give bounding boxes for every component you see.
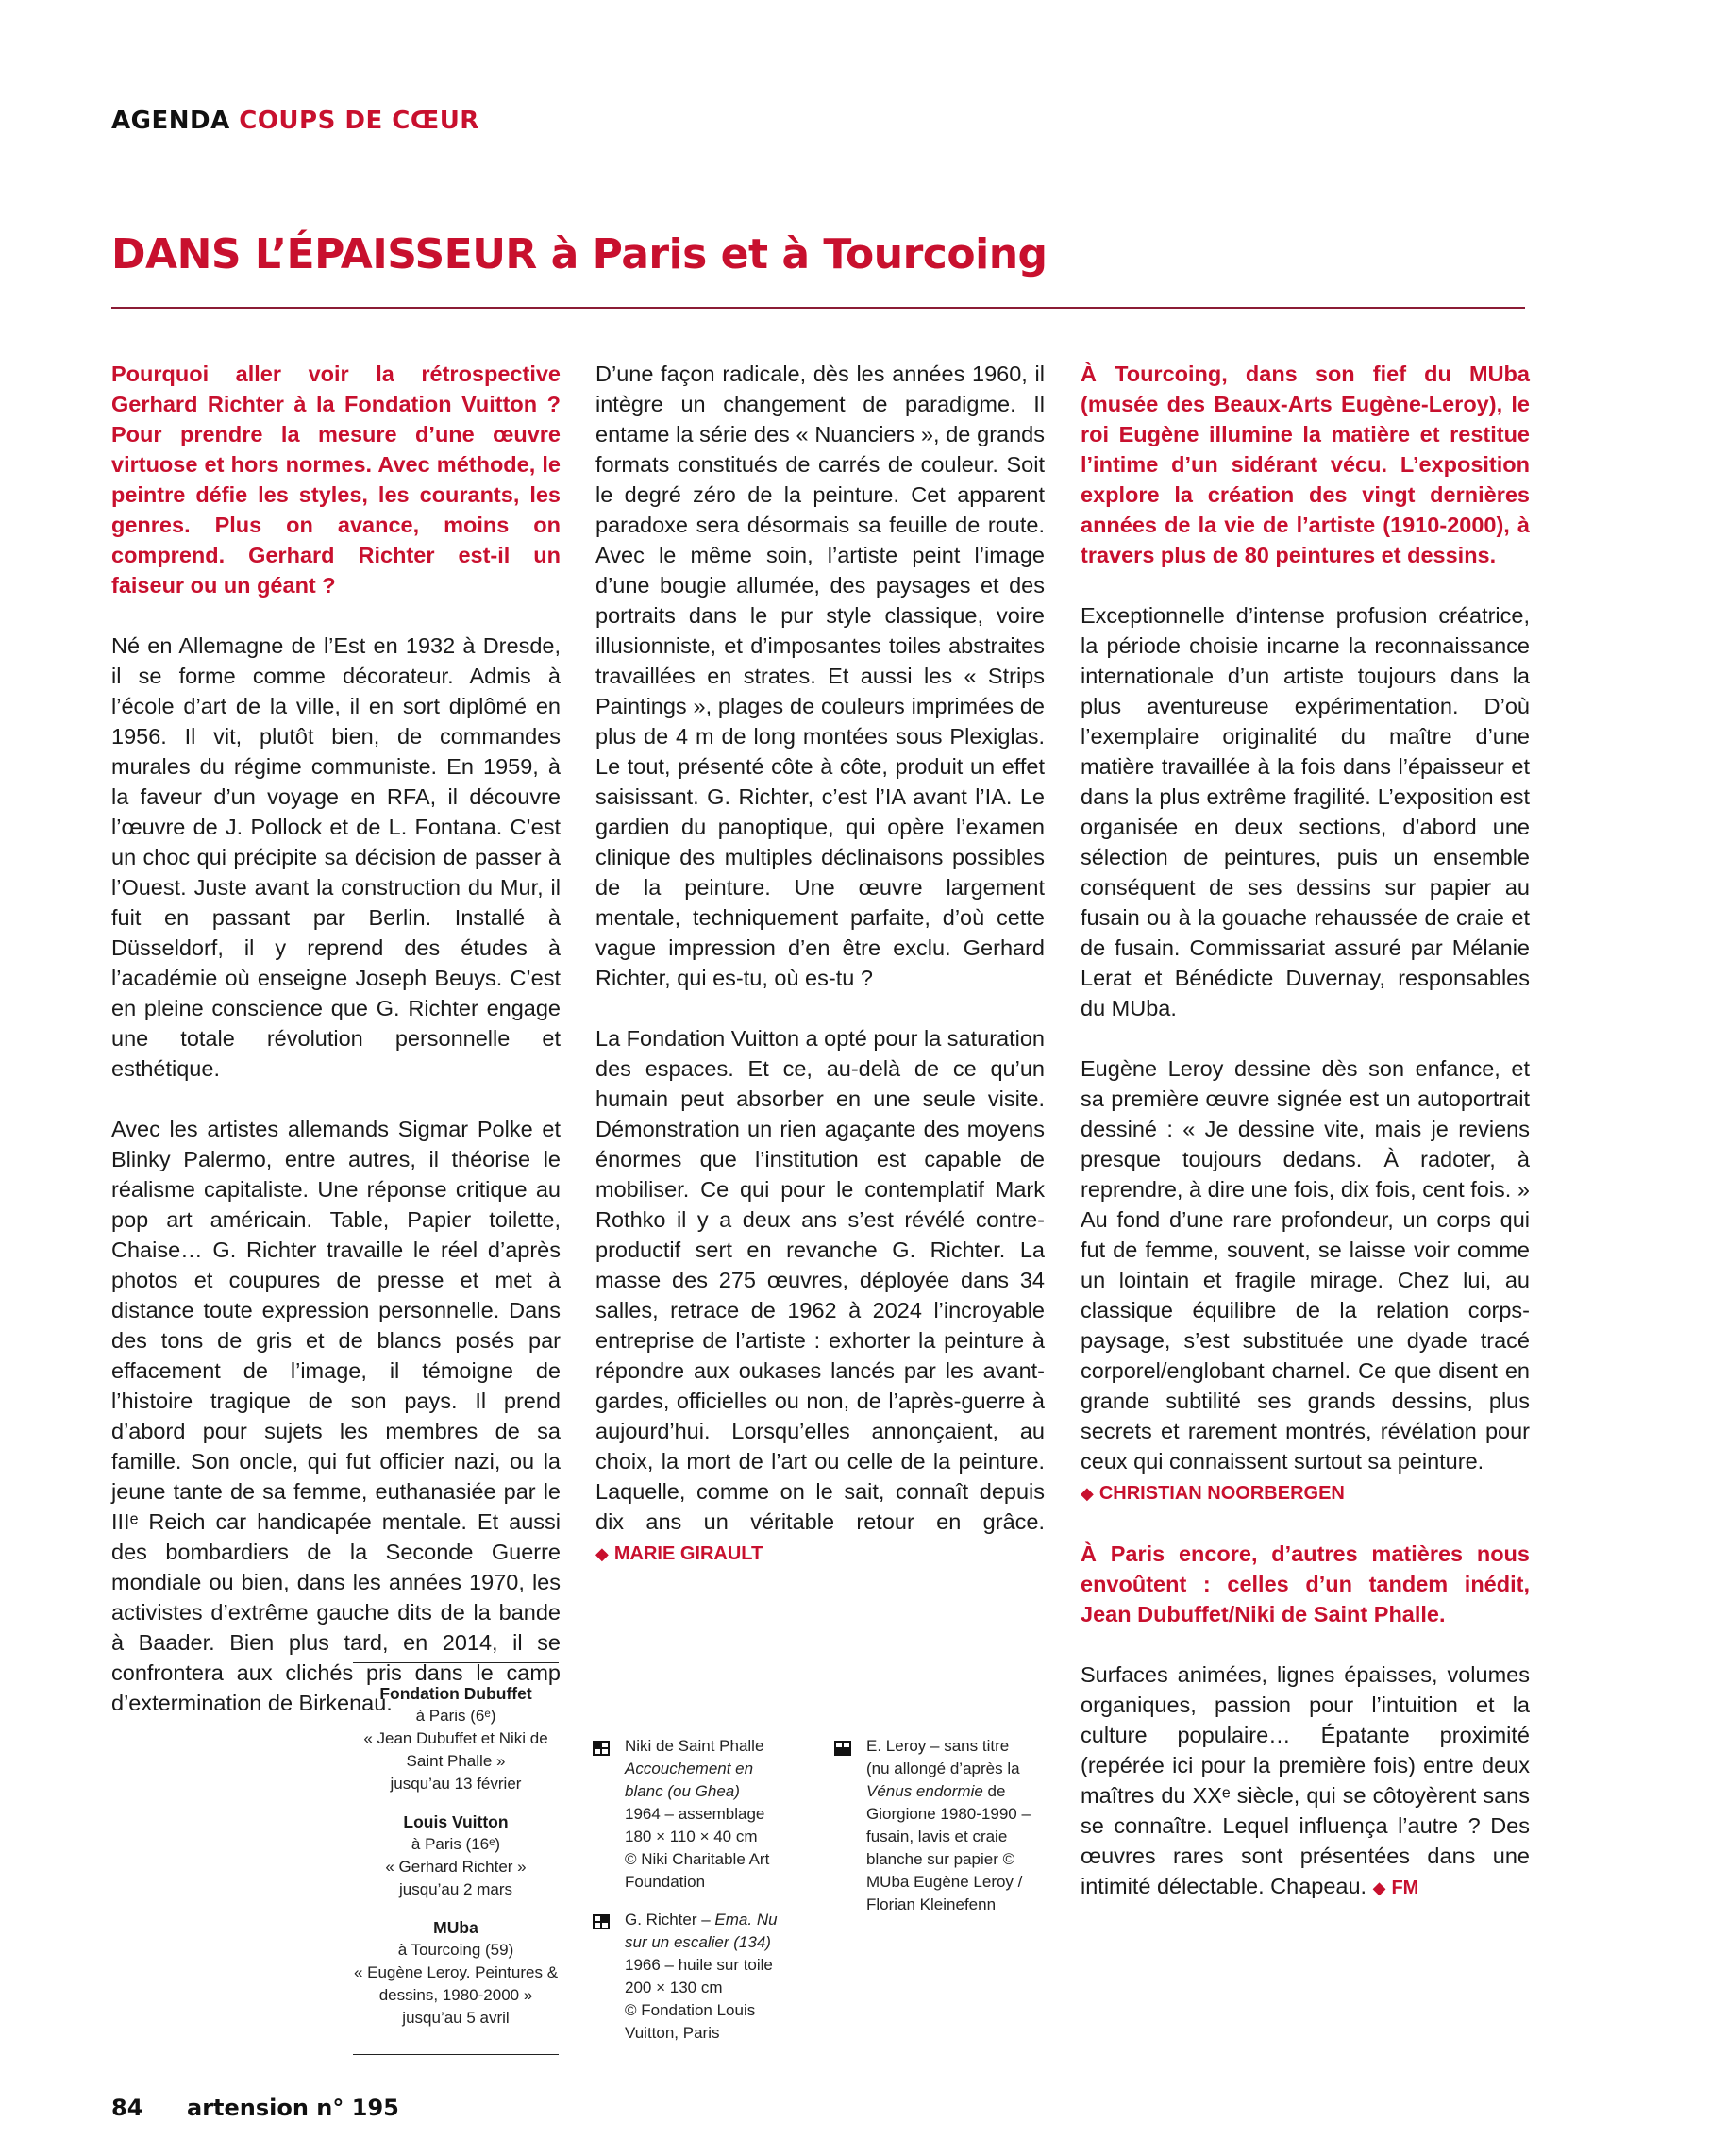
caption-title: Vénus endormie <box>866 1782 983 1800</box>
venue-show: « Eugène Leroy. Peintures & dessins, 1980-2000 » <box>353 1963 559 2004</box>
venue-city: à Tourcoing (59) <box>397 1941 514 1959</box>
section-kicker <box>111 107 479 135</box>
article-column-3 <box>1081 359 1530 1933</box>
article-column-1 <box>111 359 561 1748</box>
section-label: AGENDA <box>111 107 230 135</box>
venue-show: « Gerhard Richter » <box>385 1858 527 1876</box>
caption-details: de Giorgione 1980-1990 – fusain, lavis et craie blanche sur papier <box>866 1782 1031 1868</box>
caption-credit: © Fondation Louis Vuitton, Paris <box>625 2001 756 2042</box>
caption-artist: Niki de Saint Phalle <box>625 1737 764 1755</box>
caption-dimensions: 200 × 130 cm <box>625 1979 723 1996</box>
magazine-issue: artension n° 195 <box>187 2095 399 2121</box>
body-paragraph: Avec les artistes allemands Sigmar Polke et Blinky Palermo, entre autres, il théorise le réalisme capitaliste. Une réponse critique au pop art américain. Table, Papier toilette, Chaise… G. Richter travaille le réel d’après photos et coupures de presse et met à distance toute expression personnelle. Dans des tons de gris et de blancs posés par effacement de l’image, il témoigne de l’histoire tragique de son pays. Il prend d’abord pour sujets les membres de sa famille. Son oncle, qui fut officier nazi, ou la jeune tante de sa femme, euthanasiée par le IIIᵉ Reich car handicapée mentale. Et aussi des bombardiers de la Seconde Guerre mondiale ou bien, dans les années 1970, les activistes d’extrême gauche dits de la bande à Baader. Bien plus tard, en 2014, il se confrontera aux clichés pris dans le camp d’extermination de Birkenau. <box>111 1117 561 1715</box>
venue-dates: jusqu’au 5 avril <box>402 2009 510 2027</box>
caption-details: 1966 – huile sur toile <box>625 1956 773 1974</box>
author-signature <box>595 1543 763 1564</box>
caption-credit: © MUba Eugène Leroy / Florian Kleinefenn <box>866 1850 1023 1913</box>
venue-item <box>353 1811 559 1901</box>
body-paragraph: Né en Allemagne de l’Est en 1932 à Dresde, il se forme comme décorateur. Admis à l’école d’art de la ville, il en sort diplômé en 1956. Il vit, plutôt bien, de commandes murales du régime communiste. En 1959, à la faveur d’un voyage en RFA, il découvre l’œuvre de J. Pollock et de L. Fontana. C’est un choc qui précipite sa décision de passer à l’Ouest. Juste avant la construction du Mur, il fuit en passant par Berlin. Installé à Düsseldorf, il y reprend des études à l’académie où enseigne Joseph Beuys. C’est en pleine conscience que G. Richter engage une totale révolution personnelle et esthétique. <box>111 633 561 1081</box>
venue-item <box>353 1916 559 2030</box>
position-top-left-icon <box>593 1741 610 1756</box>
article-column-2 <box>595 359 1045 1599</box>
author-name: MARIE GIRAULT <box>613 1543 763 1564</box>
title-rule-divider <box>111 307 1525 309</box>
author-name: FM <box>1391 1878 1419 1898</box>
lead-paragraph: À Tourcoing, dans son fief du MUba (musée des Beaux-Arts Eugène-Leroy), le roi Eugène illumine la matière et restitue l’intime d’un sidérant vécu. L’exposition explore la création des vingt dernières années de la vie de l’artiste (1910-2000), à travers plus de 80 peintures et dessins. <box>1081 362 1530 567</box>
caption-title: Accouchement en blanc (ou Ghea) <box>625 1760 754 1800</box>
author-signature <box>1081 1476 1530 1508</box>
image-caption <box>625 1735 795 1894</box>
caption-details: 1964 – assemblage <box>625 1805 765 1823</box>
venue-show: « Jean Dubuffet et Niki de Saint Phalle » <box>363 1729 548 1770</box>
venue-name: MUba <box>433 1918 478 1937</box>
caption-credit: © Niki Charitable Art Foundation <box>625 1850 770 1891</box>
diamond-icon: ◆ <box>595 1544 609 1563</box>
caption-artist: G. Richter – <box>625 1911 715 1929</box>
lead-paragraph: À Paris encore, d’autres matières nous envoûtent : celles d’un tandem inédit, Jean Dubuffet/Niki de Saint Phalle. <box>1081 1541 1530 1626</box>
venue-info-box <box>353 1662 559 2055</box>
venue-city: à Paris (6ᵉ) <box>415 1707 496 1725</box>
body-paragraph <box>1081 1659 1530 1903</box>
body-paragraph: Eugène Leroy dessine dès son enfance, et sa première œuvre signée est un autoportrait dessiné : « Je dessine vite, mais je reviens presque toujours dedans. À radoter, à reprendre, à dire une fois, dix fois, cent fois. » Au fond d’une rare profondeur, un corps qui fut de femme, souvent, se laisse voir comme un lointain et fragile mirage. Chez lui, au classique équilibre de la relation corps-paysage, s’est substituée une dyade tracé corporel/englobant charnel. Ce que disent en grande subtilité ses grands dessins, plus secrets et rarement montrés, révélation pour ceux qui connaissent surtout sa peinture. <box>1081 1056 1530 1474</box>
caption-dimensions: 180 × 110 × 40 cm <box>625 1828 758 1845</box>
venue-dates: jusqu’au 13 février <box>390 1775 522 1793</box>
page-number: 84 <box>111 2095 143 2121</box>
position-top-right-icon <box>593 1914 610 1929</box>
body-text: La Fondation Vuitton a opté pour la saturation des espaces. Et ce, au-delà de ce qu’un humain peut absorber en une seule visite. Démonstration un rien agaçante des moyens énormes que l’institution est capable de mobiliser. Ce qui pour le contemplatif Mark Rothko il y a deux ans s’est révélé contre-productif sert en revanche G. Richter. La masse des 275 œuvres, déployée dans 34 salles, retrace de 1962 à 2024 l’incroyable entreprise de l’artiste : exhorter la peinture à répondre aux oukases lancés par les avant-gardes, officielles ou non, de l’après-guerre à aujourd’hui. Lorsqu’elles annonçaient, au choix, la mort de l’art ou celle de la peinture. Laquelle, comme on le sait, connaît depuis dix ans un véritable retour en grâce. <box>595 1026 1045 1534</box>
diamond-icon: ◆ <box>1372 1878 1386 1897</box>
venue-city: à Paris (16ᵉ) <box>411 1835 501 1853</box>
caption-title: Ema. Nu sur un escalier (134) <box>625 1911 778 1951</box>
venue-dates: jusqu’au 2 mars <box>398 1880 512 1898</box>
venue-name: Fondation Dubuffet <box>379 1684 532 1703</box>
article-title: DANS L’ÉPAISSEUR à Paris et à Tourcoing <box>111 230 1048 278</box>
venue-item <box>353 1682 559 1795</box>
position-bottom-icon <box>834 1741 851 1756</box>
venue-name: Louis Vuitton <box>403 1812 509 1831</box>
subsection-label: COUPS DE CŒUR <box>239 107 479 135</box>
caption-artist: E. Leroy – sans titre (nu allongé d’après la <box>866 1737 1020 1777</box>
author-name: CHRISTIAN NOORBERGEN <box>1098 1483 1345 1504</box>
diamond-icon: ◆ <box>1081 1484 1094 1503</box>
body-paragraph: D’une façon radicale, dès les années 1960, il intègre un changement de paradigme. Il entame la série des « Nuanciers », de grands formats constitués de carrés de couleur. Soit le degré zéro de la peinture. Cet apparent paradoxe sera désormais sa feuille de route. Avec le même soin, l’artiste peint l’image d’une bougie allumée, des paysages et des portraits dans le pur style classique, voire illusionniste, et d’imposantes toiles abstraites travaillées en strates. Et aussi les « Strips Paintings », plages de couleurs imprimées de plus de 4 m de long montées sous Plexiglas. Le tout, présenté côte à côte, produit un effet saisissant. G. Richter, c’est l’IA avant l’IA. Le gardien du panoptique, qui opère l’examen clinique des multiples déclinaisons possibles de la peinture. Une œuvre largement mentale, techniquement parfaite, d’où cette vague impression d’en être exclu. Gerhard Richter, qui es-tu, où es-tu ? <box>595 362 1045 990</box>
image-caption <box>866 1735 1036 1916</box>
body-text: Surfaces animées, lignes épaisses, volumes organiques, passion pour l’intuition et la culture populaire… Épatante proximité (repérée ici pour la première fois) entre deux maîtres du XXᵉ siècle, qui se côtoyèrent sans se connaître. Lequel influença l’autre ? Des œuvres rares sont présentées dans une intimité délectable. Chapeau. <box>1081 1662 1530 1898</box>
lead-paragraph: Pourquoi aller voir la rétrospective Gerhard Richter à la Fondation Vuitton ? Pour prendre la mesure d’une œuvre virtuose et hors normes. Avec méthode, le peintre défie les styles, les courants, les genres. Plus on avance, moins on comprend. Gerhard Richter est-il un faiseur ou un géant ? <box>111 362 561 598</box>
body-paragraph <box>595 1023 1045 1569</box>
author-signature <box>1373 1878 1419 1898</box>
image-caption <box>625 1909 795 2045</box>
body-paragraph: Exceptionnelle d’intense profusion créatrice, la période choisie incarne la reconnaissance internationale d’un artiste toujours dans la plus aventureuse expérimentation. D’où l’exemplaire originalité du maître d’une matière travaillée à la fois dans l’épaisseur et dans la plus extrême fragilité. L’exposition est organisée en deux sections, d’abord une sélection de peintures, puis un ensemble conséquent de ses dessins sur papier au fusain ou à la gouache rehaussée de craie et de fusain. Commissariat assuré par Mélanie Lerat et Bénédicte Duvernay, responsables du MUba. <box>1081 603 1530 1020</box>
